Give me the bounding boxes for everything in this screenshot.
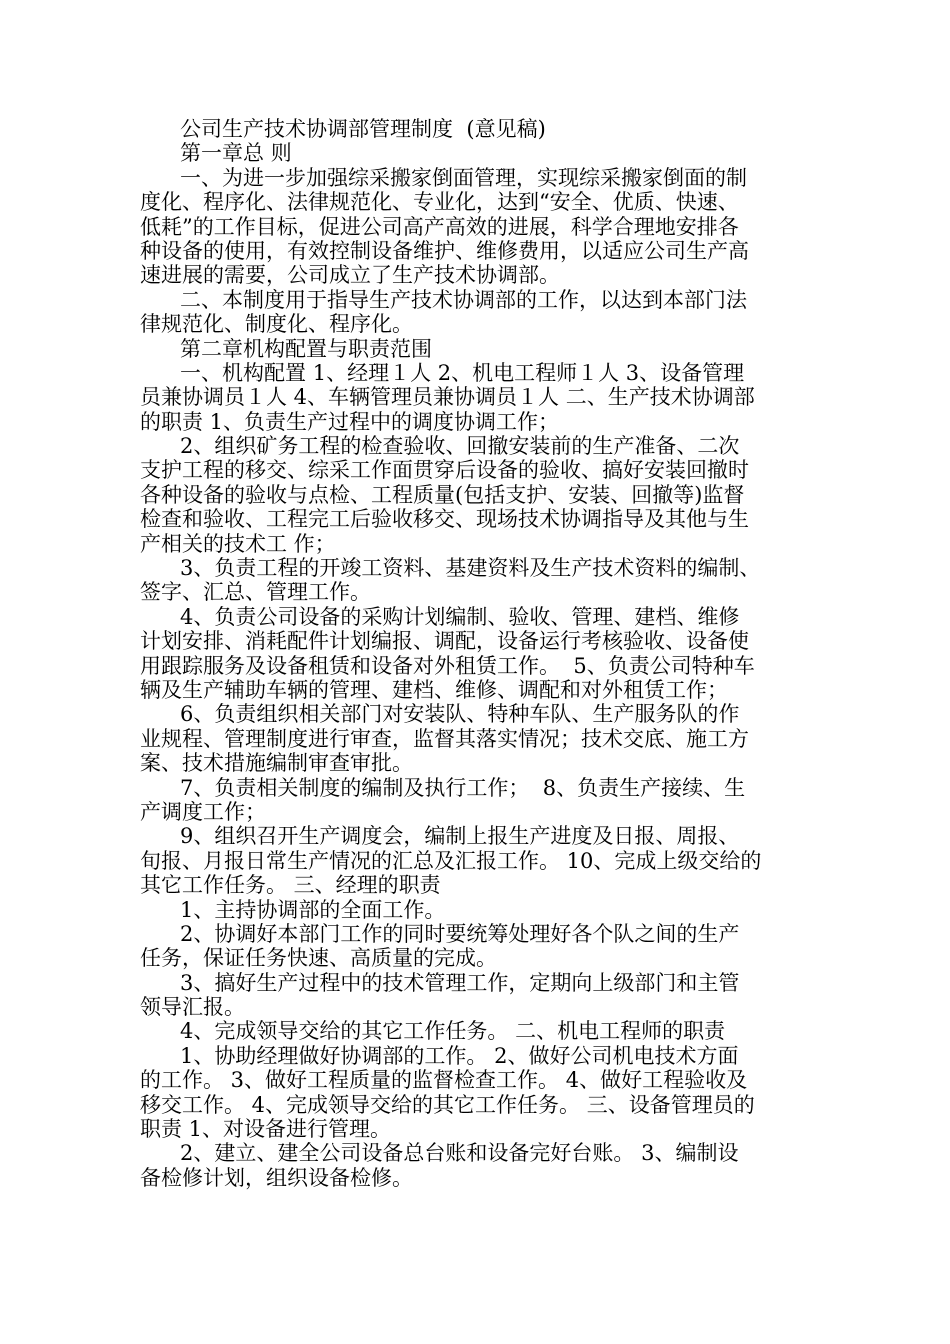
paragraph-line: 用跟踪服务及设备租赁和设备对外租赁工作。 5、负责公司特种车 (140, 653, 755, 678)
paragraph-line: 其它工作任务。 三、经理的职责 (140, 873, 441, 898)
paragraph-line: 2、建立、建全公司设备总台账和设备完好台账。 3、编制设 (140, 1141, 739, 1166)
paragraph-line: 支护工程的移交、综采工作面贯穿后设备的验收、搞好安装回撤时 (140, 458, 749, 483)
paragraph-line: 1、主持协调部的全面工作。 (140, 897, 446, 922)
paragraph-line: 业规程、管理制度进行审查，监督其落实情况；技术交底、施工方 (140, 726, 749, 751)
paragraph-line: 2、组织矿务工程的检查验收、回撤安装前的生产准备、二次 (140, 434, 740, 459)
document-body (140, 117, 816, 1190)
chapter-heading: 第二章机构配置与职责范围 (140, 336, 433, 361)
paragraph-line: 产相关的技术工 作； (140, 531, 336, 556)
paragraph-line: 领导汇报。 (140, 995, 245, 1020)
paragraph-line: 2、协调好本部门工作的同时要统筹处理好各个队之间的生产 (140, 921, 740, 946)
chapter-heading: 第一章总 则 (140, 141, 292, 166)
paragraph-line: 计划安排、消耗配件计划编报、调配，设备运行考核验收、设备使 (140, 629, 749, 654)
paragraph-line: 备检修计划，组织设备检修。 (140, 1165, 413, 1190)
doc-title: 公司生产技术协调部管理制度 (意见稿) (140, 117, 546, 141)
paragraph-line: 律规范化、制度化、程序化。 (140, 312, 413, 337)
paragraph-line: 旬报、月报日常生产情况的汇总及汇报工作。 10、完成上级交给的 (140, 848, 762, 873)
paragraph-line: 辆及生产辅助车辆的管理、建档、维修、调配和对外租赁工作； (140, 677, 728, 702)
paragraph-line: 1、协助经理做好协调部的工作。 2、做好公司机电技术方面 (140, 1043, 739, 1068)
paragraph-line: 速进展的需要，公司成立了生产技术协调部。 (140, 263, 560, 288)
paragraph-line: 4、负责公司设备的采购计划编制、验收、管理、建档、维修 (140, 604, 740, 629)
paragraph-line: 检查和验收、工程完工后验收移交、现场技术协调指导及其他与生 (140, 507, 749, 532)
paragraph-line: 低耗”的工作目标，促进公司高产高效的进展，科学合理地安排各 (140, 214, 739, 239)
paragraph-line: 产调度工作； (140, 799, 266, 824)
paragraph-line: 7、负责相关制度的编制及执行工作； 8、负责生产接续、生 (140, 775, 746, 800)
paragraph-line: 移交工作。 4、完成领导交给的其它工作任务。 三、设备管理员的 (140, 1092, 755, 1117)
paragraph-line: 4、完成领导交给的其它工作任务。 二、机电工程师的职责 (140, 1019, 726, 1044)
paragraph-line: 二、本制度用于指导生产技术协调部的工作，以达到本部门法 (140, 287, 748, 312)
paragraph-line: 的职责 1、负责生产过程中的调度协调工作； (140, 409, 560, 434)
paragraph-line: 签字、汇总、管理工作。 (140, 580, 371, 605)
paragraph-line: 各种设备的验收与点检、工程质量(包括支护、安装、回撤等)监督 (140, 482, 745, 507)
paragraph-line: 的工作。 3、做好工程质量的监督检查工作。 4、做好工程验收及 (140, 1068, 748, 1093)
paragraph-line: 一、机构配置 1、经理１人 2、机电工程师１人 3、设备管理 (140, 360, 745, 385)
paragraph-line: 职责 1、对设备进行管理。 (140, 1117, 392, 1142)
paragraph-line: 一、为进一步加强综采搬家倒面管理，实现综采搬家倒面的制 (140, 165, 748, 190)
paragraph-line: 案、技术措施编制审查审批。 (140, 751, 413, 776)
paragraph-line: 9、组织召开生产调度会，编制上报生产进度及日报、周报、 (140, 824, 740, 849)
paragraph-line: 3、搞好生产过程中的技术管理工作，定期向上级部门和主管 (140, 970, 740, 995)
paragraph-line: 3、负责工程的开竣工资料、基建资料及生产技术资料的编制、 (140, 556, 761, 581)
paragraph-line: 度化、程序化、法律规范化、专业化，达到“安全、优质、快速、 (140, 190, 739, 215)
paragraph-line: 种设备的使用，有效控制设备维护、维修费用，以适应公司生产高 (140, 238, 749, 263)
paragraph-line: 任务，保证任务快速、高质量的完成。 (140, 946, 497, 971)
paragraph-line: 6、负责组织相关部门对安装队、特种车队、生产服务队的作 (140, 702, 740, 727)
paragraph-line: 员兼协调员１人 4、车辆管理员兼协调员１人 二、生产技术协调部 (140, 385, 755, 410)
